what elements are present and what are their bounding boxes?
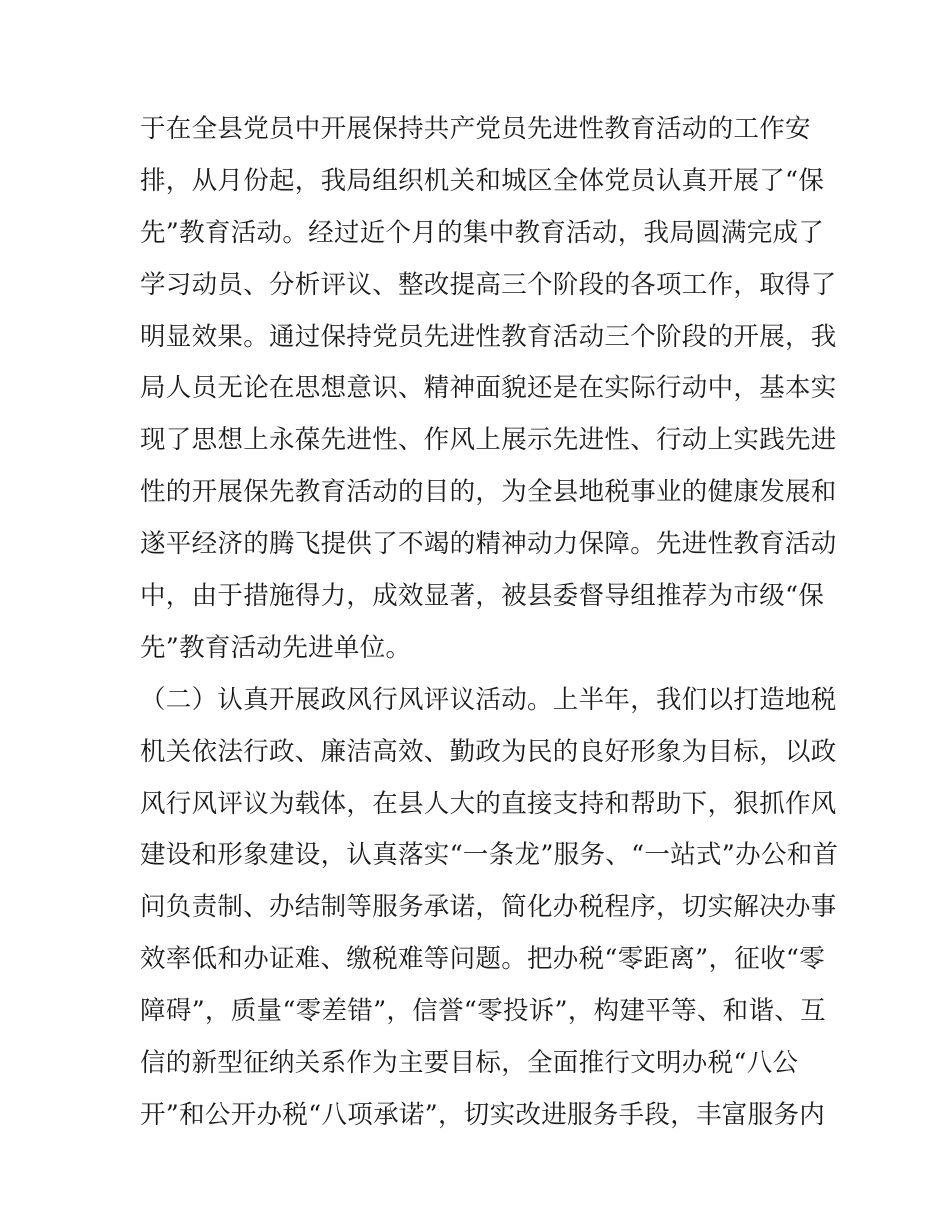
text-line: 现了思想上永葆先进性、作风上展示先进性、行动上实践先进 xyxy=(140,425,837,456)
text-line: 局人员无论在思想意识、精神面貌还是在实际行动中，基本实 xyxy=(140,373,837,404)
text-line: 排，从月份起，我局组织机关和城区全体党员认真开展了“保 xyxy=(140,165,825,196)
text-line: 机关依法行政、廉洁高效、勤政为民的良好形象为目标，以政 xyxy=(140,736,837,767)
text-line: 建设和形象建设，认真落实“一条龙”服务、“一站式”办公和首 xyxy=(140,840,839,871)
text-line: 明显效果。通过保持党员先进性教育活动三个阶段的开展，我 xyxy=(140,321,837,352)
text-line: 信的新型征纳关系作为主要目标，全面推行文明办税“八公 xyxy=(140,1048,799,1079)
text-line: 风行风评议为载体，在县人大的直接支持和帮助下，狠抓作风 xyxy=(140,788,837,819)
body-text xyxy=(140,104,839,1142)
text-line: 先”教育活动。经过近个月的集中教育活动，我局圆满完成了 xyxy=(140,217,825,248)
text-line: 障碍”，质量“零差错”，信誉“零投诉”，构建平等、和谐、互 xyxy=(140,996,826,1027)
text-line: （二）认真开展政风行风评议活动。上半年，我们以打造地税 xyxy=(140,684,837,715)
text-line: 遂平经济的腾飞提供了不竭的精神动力保障。先进性教育活动 xyxy=(140,529,837,560)
text-line: 效率低和办证难、缴税难等问题。把办税“零距离”，征收“零 xyxy=(140,944,826,975)
text-line: 学习动员、分析评议、整改提高三个阶段的各项工作，取得了 xyxy=(140,269,837,300)
text-line: 问负责制、办结制等服务承诺，简化办税程序，切实解决办事 xyxy=(140,892,837,923)
text-line: 中，由于措施得力，成效显著，被县委督导组推荐为市级“保 xyxy=(140,581,825,612)
text-line: 开”和公开办税“八项承诺”，切实改进服务手段，丰富服务内 xyxy=(140,1099,826,1130)
text-line: 先”教育活动先进单位。 xyxy=(140,632,412,663)
text-line: 于在全县党员中开展保持共产党员先进性教育活动的工作安 xyxy=(140,114,811,144)
text-line: 性的开展保先教育活动的目的，为全县地税事业的健康发展和 xyxy=(140,477,837,508)
